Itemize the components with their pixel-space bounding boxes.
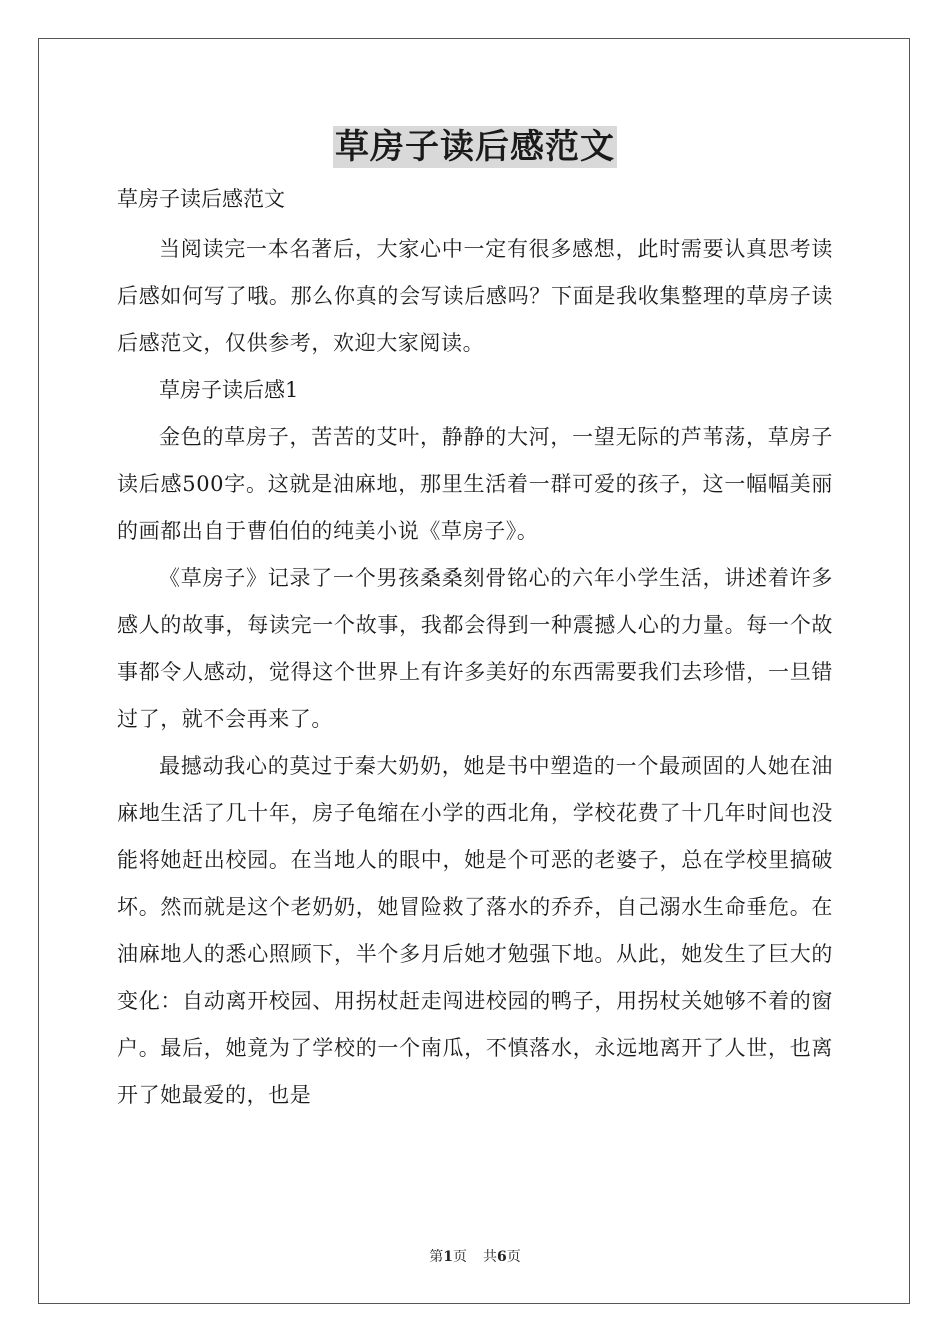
total-prefix: 共 — [483, 1249, 497, 1265]
section-heading: 草房子读后感1 — [159, 378, 299, 402]
body-paragraph: 金色的草房子，苦苦的艾叶，静静的大河，一望无际的芦苇荡，草房子读后感500字。这就是油麻地，那里生活着一群可爱的孩子，这一幅幅美丽的画都出自于曹伯伯的纯美小说《草房子》。 — [117, 425, 833, 543]
document-subtitle: 草房子读后感范文 — [117, 187, 285, 211]
body-paragraph: 《草房子》记录了一个男孩桑桑刻骨铭心的六年小学生活，讲述着许多感人的故事，每读完一个故事，我都会得到一种震撼人心的力量。每一个故事都令人感动，觉得这个世界上有许多美好的东西需要我们去珍惜，一旦错过了，就不会再来了。 — [117, 566, 833, 731]
page-suffix: 页 — [453, 1249, 467, 1265]
document-body — [117, 180, 833, 1119]
intro-paragraph: 当阅读完一本名著后，大家心中一定有很多感想，此时需要认真思考读后感如何写了哦。那么你真的会写读后感吗？下面是我收集整理的草房子读后感范文，仅供参考，欢迎大家阅读。 — [117, 237, 833, 355]
total-pages: 6 — [497, 1249, 507, 1265]
body-paragraph: 最撼动我心的莫过于秦大奶奶，她是书中塑造的一个最顽固的人她在油麻地生活了几十年，房子龟缩在小学的西北角，学校花费了十几年时间也没能将她赶出校园。在当地人的眼中，她是个可恶的老婆子，总在学校里搞破坏。然而就是这个老奶奶，她冒险救了落水的乔乔，自己溺水生命垂危。在油麻地人的悉心照顾下，半个多月后她才勉强下地。从此，她发生了巨大的变化：自动离开校园、用拐杖赶走闯进校园的鸭子，用拐杖关她够不着的窗户。最后，她竟为了学校的一个南瓜，不慎落水，永远地离开了人世，也离开了她最爱的，也是 — [117, 754, 833, 1107]
total-suffix: 页 — [506, 1249, 521, 1265]
page-footer — [0, 1246, 950, 1266]
title-container — [0, 126, 950, 168]
document-title: 草房子读后感范文 — [335, 127, 615, 167]
page-number: 1 — [443, 1249, 453, 1265]
page-prefix: 第 — [429, 1249, 444, 1265]
